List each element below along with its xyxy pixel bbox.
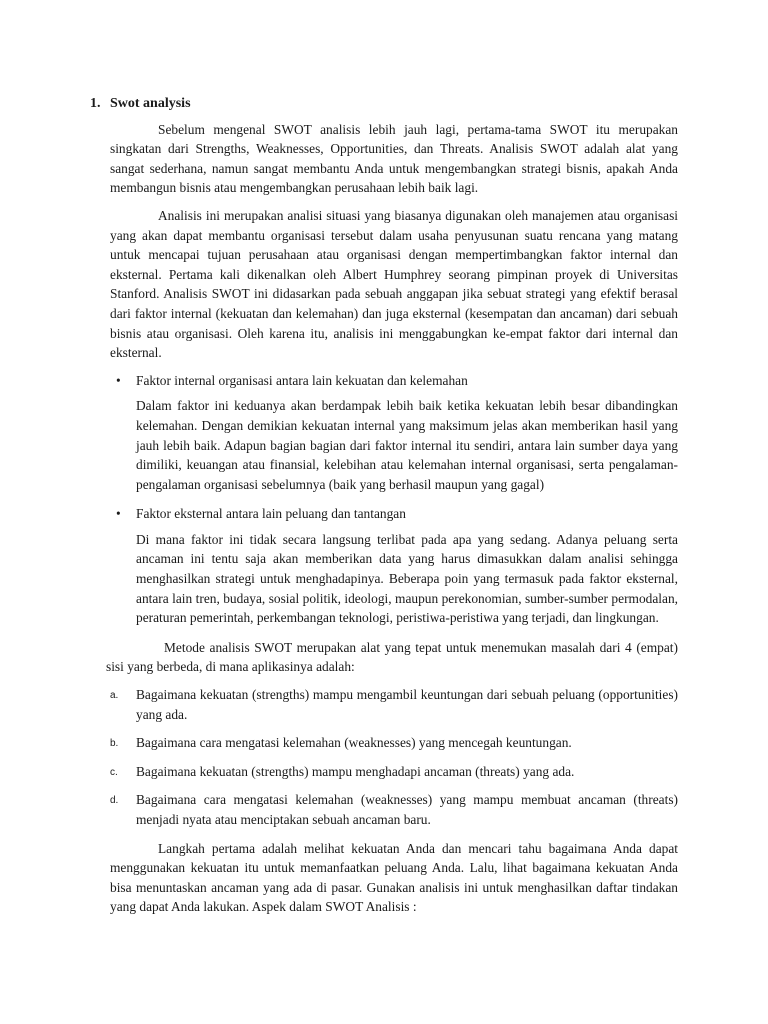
intro-paragraph: Sebelum mengenal SWOT analisis lebih jauh lagi, pertama-tama SWOT itu merupakan singkatan dari Strengths, Weaknesses, Opportunities, dan Threats. Analisis SWOT adalah alat yang sangat sederhana, namun sangat membantu Anda untuk mengembangkan strategi bisnis, apakah Anda membangun bisnis atau mengembangkan perusahaan lebih baik lagi. <box>110 121 678 196</box>
list-text: Bagaimana cara mengatasi kelemahan (weaknesses) yang mampu membuat ancaman (threats) menjadi nyata atau menciptakan sebuah ancaman baru. <box>136 792 678 827</box>
list-item <box>110 790 678 829</box>
bullet-marker: • <box>116 372 121 388</box>
method-paragraph: Metode analisis SWOT merupakan alat yang tepat untuk menemukan masalah dari 4 (empat) sisi yang berbeda, di mana aplikasinya adalah: <box>106 639 678 675</box>
list-letter: a. <box>110 690 119 702</box>
bullet-external <box>116 504 678 524</box>
bullet-external-body: Di mana faktor ini tidak secara langsung terlibat pada apa yang sedang. Adanya peluang serta ancaman ini tentu saja akan memberikan data yang harus dimasukkan dalam analisi sehingga menghasilkan strategi untuk menghadapinya. Beberapa poin yang termasuk pada faktor eksternal, antara lain tren, budaya, sosial politik, ideologi, maupun perekonomian, sumber-sumber permodalan, peraturan pemerintah, perkembangan teknologi, peristiwa-peristiwa yang terjadi, dan lingkungan. <box>136 531 678 626</box>
list-text: Bagaimana kekuatan (strengths) mampu menghadapi ancaman (threats) yang ada. <box>136 763 575 779</box>
list-text: Bagaimana kekuatan (strengths) mampu mengambil keuntungan dari sebuah peluang (opportunities) yang ada. <box>136 687 678 722</box>
list-item <box>110 733 678 753</box>
bullet-internal <box>116 371 678 391</box>
document-content <box>90 94 678 925</box>
bullet-marker: • <box>116 506 121 522</box>
list-letter: d. <box>110 795 119 807</box>
list-item <box>110 762 678 782</box>
bullet-internal-body: Dalam faktor ini keduanya akan berdampak lebih baik ketika kekuatan lebih besar dibandingkan kelemahan. Dengan demikian kekuatan internal yang maksimum jelas akan memberikan hasil yang jauh lebih baik. Adapun bagian bagian dari faktor internal itu sendiri, antara lain sumber daya yang dimiliki, keuangan atau finansial, kelebihan atau kelemahan internal organisasi, serta pengalaman-pengalaman organisasi sebelumnya (baik yang berhasil maupun yang gagal) <box>136 398 678 492</box>
analysis-paragraph: Analisis ini merupakan analisi situasi yang biasanya digunakan oleh manajemen atau organisasi yang akan dapat membantu organisasi tersebut dalam usaha penyusunan suatu rencana yang matang untuk mencapai tujuan perusahaan atau organisasi dengan mempertimbangkan faktor internal dan eksternal. Pertama kali dikenalkan oleh Albert Humphrey seorang pimpinan proyek di Universitas Stanford. Analisis SWOT ini didasarkan pada sebuah anggapan jika sebuat strategi yang efektif berasal dari faktor internal (kekuatan dan kelemahan) dan juga eksternal (kesempatan dan ancaman) dari sebuah bisnis atau organisasi. Oleh karena itu, analisis ini menggabungkan ke-empat faktor dari internal dan eksternal. <box>110 207 678 361</box>
bullet-title: Faktor eksternal antara lain peluang dan tantangan <box>136 506 406 522</box>
bullet-title: Faktor internal organisasi antara lain kekuatan dan kelemahan <box>136 372 468 388</box>
section-heading <box>90 94 678 114</box>
list-letter: b. <box>110 738 119 750</box>
list-letter: c. <box>110 766 118 778</box>
list-text: Bagaimana cara mengatasi kelemahan (weaknesses) yang mencegah keuntungan. <box>136 735 572 751</box>
section-number: 1. <box>90 96 101 111</box>
section-title: Swot analysis <box>110 96 191 111</box>
list-item <box>110 685 678 724</box>
closing-paragraph: Langkah pertama adalah melihat kekuatan Anda dan mencari tahu bagaimana Anda dapat menggunakan kekuatan itu untuk memanfaatkan peluang Anda. Lalu, lihat bagaimana kekuatan Anda bisa menuntaskan ancaman yang ada di pasar. Gunakan analisis ini untuk menghasilkan daftar tindakan yang dapat Anda lakukan. Aspek dalam SWOT Analisis : <box>110 840 678 915</box>
